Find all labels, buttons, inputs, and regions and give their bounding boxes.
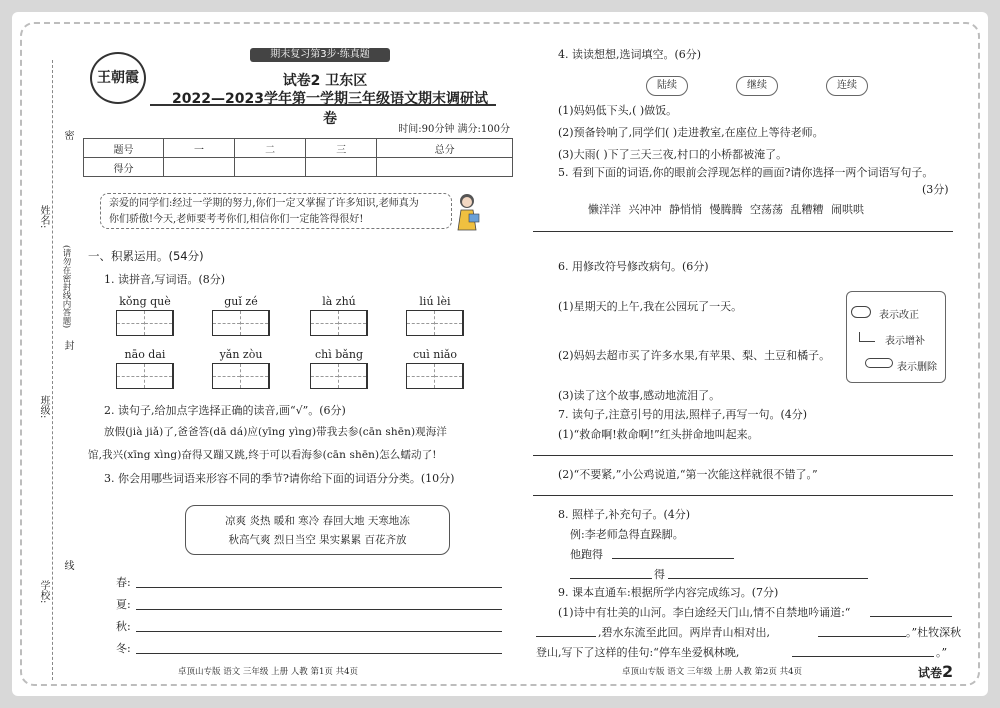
question-2: 2. 读句子,给加点字选择正确的读音,画“√”。(6分) [104,404,346,417]
name-label: 姓名: [38,205,49,229]
word-bank-line: 凉爽 炎热 暖和 寒冷 春回大地 天寒地冻 [225,515,410,527]
delete-symbol-icon [865,358,893,368]
score-label-cell: 得分 [84,158,164,177]
question-5: 5. 看到下面的词语,你的眼前会浮现怎样的画面?请你选择一两个词语写句子。 [558,166,934,179]
seal-note: (请勿在密封线内答题) [61,245,71,329]
pinyin: kǒng què [119,295,171,308]
season-label: 春: [116,576,131,589]
pinyin: nāo dai [124,348,166,361]
insert-symbol-icon [859,332,875,342]
pinyin: guǐ zé [224,295,258,308]
pinyin: liú lèi [419,295,451,308]
seal-mark-2: 封 [62,340,73,350]
question-8: 8. 照样子,补充句子。(4分) [558,508,691,521]
score-input-cell[interactable] [164,158,235,177]
review-banner: 期末复习第3步·练真题 [250,48,390,62]
writing-grid[interactable] [116,363,174,389]
paper-title: 试卷2 卫东区 [282,73,368,89]
writing-grid[interactable] [116,310,174,336]
score-header-cell: 一 [164,139,235,158]
pinyin: chì bǎng [315,348,363,361]
paper-subtitle: 2022—2023学年第一学期三年级语文期末调研试卷 [172,91,488,127]
question-5-score: (3分) [922,183,949,196]
pinyin: là zhú [322,295,356,308]
question-4-sentence: (2)预备铃响了,同学们( )走进教室,在座位上等待老师。 [558,126,824,139]
legend-item: 表示改正 [879,310,919,321]
page-footer: 卓顶山专版 语文 三年级 上册 人教 第2页 共4页 [622,667,803,677]
answer-line[interactable] [533,455,953,456]
season-label: 秋: [116,620,131,633]
question-8-sentence: 他跑得 [570,548,603,561]
writing-grid[interactable] [406,310,464,336]
question-6-sentence: (3)读了这个故事,感动地流泪了。 [558,389,721,402]
writing-grid[interactable] [212,363,270,389]
word-cloud: 陆续 [646,76,688,96]
answer-line[interactable] [792,656,934,657]
answer-line[interactable] [136,653,502,654]
greeting-box [100,193,452,229]
question-9-line: 。”杜牧深秋 [906,626,962,639]
pinyin: cuì niǎo [412,348,458,361]
score-header-cell: 总分 [377,139,513,158]
writing-grid[interactable] [406,363,464,389]
question-8-sentence: 得 [654,568,665,581]
question-6-sentence: (1)星期天的上午,我在公园玩了一天。 [558,300,743,313]
season-label: 夏: [116,598,131,611]
word-cloud: 连续 [826,76,868,96]
answer-line[interactable] [612,558,734,559]
answer-line[interactable] [533,495,953,496]
title-rule [150,104,496,106]
seal-line [52,60,53,680]
pinyin: yǎn zòu [219,348,263,361]
score-input-cell[interactable] [377,158,513,177]
answer-line[interactable] [668,578,868,579]
class-label: 班级: [38,395,49,419]
score-input-cell[interactable] [235,158,306,177]
greeting-line: 亲爱的同学们:经过一学期的努力,你们一定又掌握了许多知识,老师真为 [109,198,419,209]
question-8-example: 例:李老师急得直跺脚。 [570,528,684,541]
question-7: 7. 读句子,注意引号的用法,照样子,再写一句。(4分) [558,408,808,421]
question-9-line: ,碧水东流至此回。两岸青山相对出, [598,626,770,639]
question-5-words: 懒洋洋 兴冲冲 静悄悄 慢腾腾 空荡荡 乱糟糟 闹哄哄 [588,203,864,216]
answer-line[interactable] [570,578,652,579]
question-9-line: 登山,写下了这样的佳句:“停车坐爱枫林晚, [536,646,740,659]
section-1-heading: 一、积累运用。(54分) [88,249,204,263]
answer-line[interactable] [870,616,952,617]
answer-line[interactable] [533,231,953,232]
greeting-line: 你们骄傲!今天,老师要考考你们,相信你们一定能答得很好! [109,214,364,225]
teacher-illustration [452,192,482,232]
score-header-cell: 二 [235,139,306,158]
score-input-cell[interactable] [306,158,377,177]
answer-line[interactable] [136,609,502,610]
writing-grid[interactable] [212,310,270,336]
brand-logo: 王朝霞 [90,52,146,104]
question-1: 1. 读拼音,写词语。(8分) [104,273,226,286]
seal-mark-3: 线 [62,560,73,570]
answer-line[interactable] [136,587,502,588]
legend-item: 表示增补 [885,336,925,347]
question-9: 9. 课本直通车:根据所学内容完成练习。(7分) [558,586,779,599]
question-6: 6. 用修改符号修改病句。(6分) [558,260,709,273]
correction-symbol-legend [846,291,946,383]
score-header-cell: 三 [306,139,377,158]
word-bank-line: 秋高气爽 烈日当空 果实累累 百花齐放 [228,534,407,546]
paper-number-text: 2 [942,662,954,681]
word-cloud: 继续 [736,76,778,96]
question-7-sentence: (1)“救命啊!救命啊!”红头拼命地叫起来。 [558,428,759,441]
seal-mark: 密 [62,130,73,140]
answer-line[interactable] [818,636,906,637]
score-header-cell: 题号 [84,139,164,158]
word-bank [185,505,450,555]
legend-item: 表示删除 [897,362,937,373]
replace-symbol-icon [851,306,871,318]
writing-grid[interactable] [310,310,368,336]
writing-grid[interactable] [310,363,368,389]
season-label: 冬: [116,642,131,655]
school-label: 学校: [38,580,49,604]
question-9-line: (1)诗中有壮美的山河。李白途经天门山,情不自禁地吟诵道:“ [558,606,851,619]
question-2-line: 放假(jià jiǎ)了,爸爸答(dā dá)应(yīng yìng)带我去参(cān shēn)观海洋 [104,426,447,438]
question-2-line: 馆,我兴(xīng xìng)奋得又蹦又跳,终于可以看海参(cān shēn)怎么蠕动了! [88,449,437,461]
question-4-sentence: (3)大雨( )下了三天三夜,村口的小桥都被淹了。 [558,148,788,161]
answer-line[interactable] [136,631,502,632]
time-info: 时间:90分钟 满分:100分 [398,124,510,135]
question-3: 3. 你会用哪些词语来形容不同的季节?请你给下面的词语分分类。(10分) [104,472,455,485]
answer-line[interactable] [536,636,596,637]
page-footer: 卓顶山专版 语文 三年级 上册 人教 第1页 共4页 [178,667,359,677]
question-4-sentence: (1)妈妈低下头,( )做饭。 [558,104,678,117]
question-6-sentence: (2)妈妈去超市买了许多水果,有苹果、梨、土豆和橘子。 [558,349,831,362]
score-table [83,138,513,177]
question-9-line: 。” [936,646,948,659]
paper-label-text: 试卷 [918,666,943,680]
paper-number-label [918,662,953,681]
question-4: 4. 读读想想,选词填空。(6分) [558,48,702,61]
question-7-sentence: (2)“不要紧,”小公鸡说道,“第一次能这样就很不错了。” [558,468,818,481]
